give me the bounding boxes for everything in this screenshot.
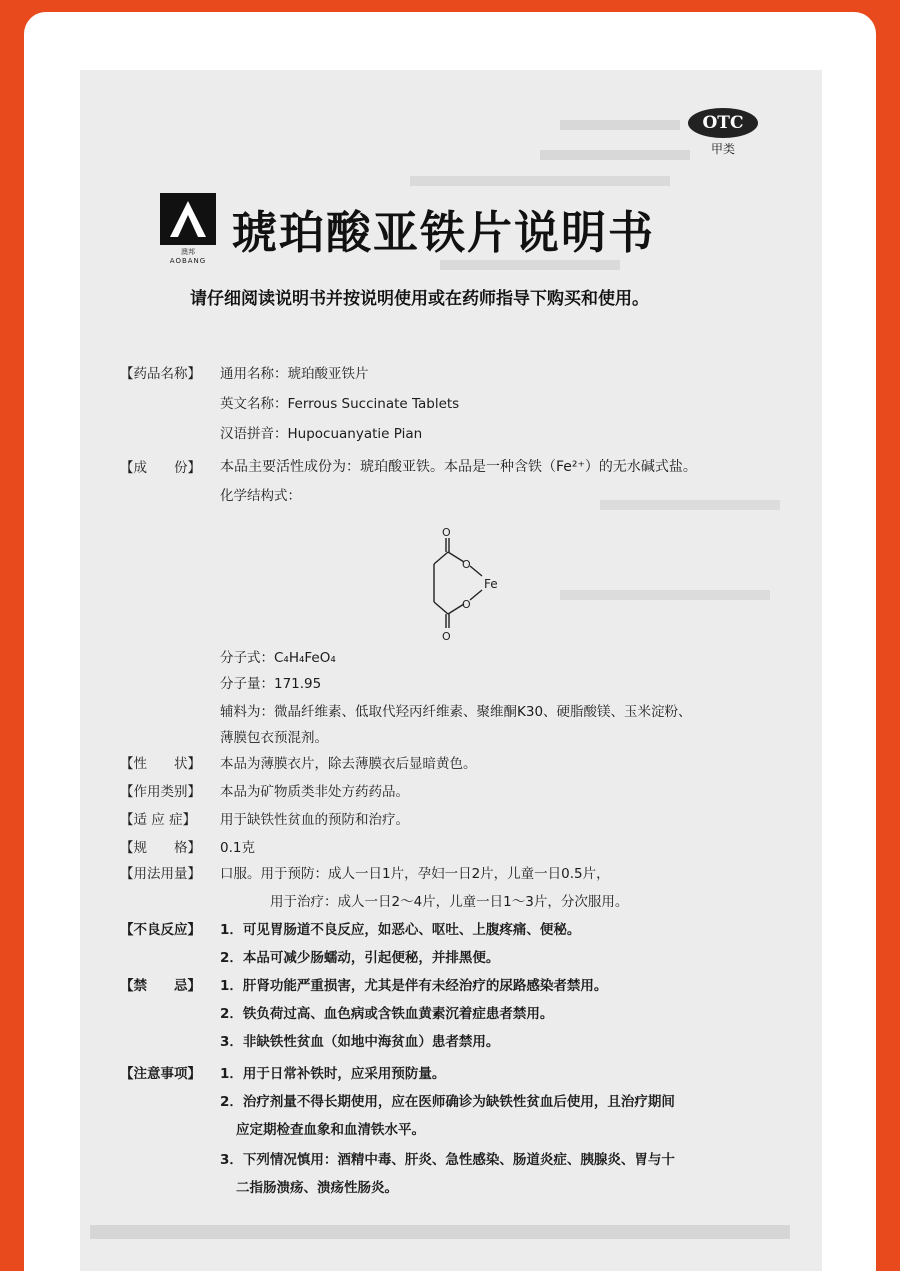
contraindication-line-2: 2．铁负荷过高、血色病或含铁血黄素沉着症患者禁用。 — [220, 1006, 554, 1022]
logo-brand-cn: 澳邦 — [181, 248, 195, 256]
caution-line-3b: 二指肠溃疡、溃疡性肠炎。 — [236, 1180, 398, 1196]
brand-logo — [160, 193, 216, 265]
iron-label: Fe — [484, 577, 498, 591]
dosage-line-2: 用于治疗：成人一日2～4片，儿童一日1～3片，分次服用。 — [270, 894, 629, 910]
pinyin-name: 汉语拼音：Hupoсuanyatie Pian — [220, 426, 423, 442]
adverse-line-1: 1．可见胃肠道不良反应，如恶心、呕吐、上腹疼痛、便秘。 — [220, 922, 581, 938]
caution-label: 【注意事项】 — [120, 1066, 201, 1082]
otc-label: OTC — [688, 108, 758, 138]
character-label: 【性 状】 — [120, 756, 201, 772]
usage-notice: 请仔细阅读说明书并按说明使用或在药师指导下购买和使用。 — [190, 289, 649, 309]
molecular-weight: 分子量：171.95 — [220, 676, 322, 692]
category-label: 【作用类别】 — [120, 784, 201, 800]
category-text: 本品为矿物质类非处方药药品。 — [220, 784, 409, 800]
spec-text: 0.1克 — [220, 840, 255, 856]
drug-name-label: 【药品名称】 — [120, 366, 201, 382]
caution-line-2a: 2．治疗剂量不得长期使用，应在医师确诊为缺铁性贫血后使用，且治疗期间 — [220, 1094, 675, 1110]
character-text: 本品为薄膜衣片，除去薄膜衣后显暗黄色。 — [220, 756, 477, 772]
caution-line-2b: 应定期检查血象和血清铁水平。 — [236, 1122, 425, 1138]
logo-mark-icon — [160, 193, 216, 245]
spec-label: 【规 格】 — [120, 840, 201, 856]
otc-category: 甲类 — [710, 142, 735, 156]
ingredients-text: 本品主要活性成份为：琥珀酸亚铁。本品是一种含铁（Fe²⁺）的无水碱式盐。 — [220, 459, 697, 475]
dosage-label: 【用法用量】 — [120, 866, 201, 882]
excipients-line-2: 薄膜包衣预混剂。 — [220, 730, 328, 746]
oxygen-label: O — [442, 630, 451, 643]
english-name: 英文名称：Ferrous Succinate Tablets — [220, 396, 460, 412]
adverse-label: 【不良反应】 — [120, 922, 201, 938]
oxygen-label: O — [462, 598, 471, 611]
contraindication-line-1: 1．肝肾功能严重损害，尤其是伴有未经治疗的尿路感染者禁用。 — [220, 978, 608, 994]
contraindication-line-3: 3．非缺铁性贫血（如地中海贫血）患者禁用。 — [220, 1034, 500, 1050]
caution-line-1: 1．用于日常补铁时，应采用预防量。 — [220, 1066, 446, 1082]
logo-brand-en: AOBANG — [169, 257, 207, 265]
adverse-line-2: 2．本品可减少肠蠕动，引起便秘，并排黑便。 — [220, 950, 500, 966]
contraindication-label: 【禁 忌】 — [120, 978, 201, 994]
molecular-formula: 分子式：C₄H₄FeO₄ — [220, 650, 336, 666]
indication-label: 【适 应 症】 — [120, 812, 197, 828]
leaflet-title: 琥珀酸亚铁片说明书 — [232, 206, 656, 259]
excipients-line-1: 辅料为：微晶纤维素、低取代羟丙纤维素、聚维酮K30、硬脂酸镁、玉米淀粉、 — [220, 704, 692, 720]
oxygen-label: O — [442, 528, 451, 539]
generic-name: 通用名称：琥珀酸亚铁片 — [220, 366, 369, 382]
otc-badge — [688, 108, 758, 157]
dosage-line-1: 口服。用于预防：成人一日1片，孕妇一日2片，儿童一日0.5片， — [220, 866, 610, 882]
structure-label: 化学结构式： — [220, 488, 301, 504]
oxygen-label: O — [462, 558, 471, 571]
caution-line-3a: 3．下列情况慎用：酒精中毒、肝炎、急性感染、肠道炎症、胰腺炎、胃与十 — [220, 1152, 675, 1168]
ingredients-label: 【成 份】 — [120, 460, 201, 476]
indication-text: 用于缺铁性贫血的预防和治疗。 — [220, 812, 409, 828]
chemical-structure-diagram — [420, 528, 530, 648]
